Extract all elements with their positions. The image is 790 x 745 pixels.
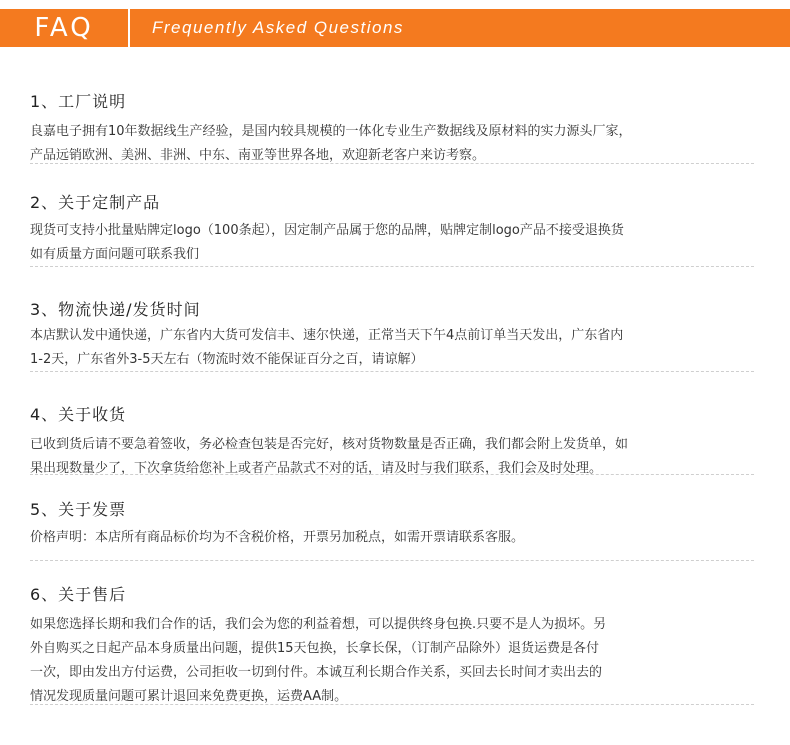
section-body <box>30 613 755 709</box>
body-line: 现货可支持小批量贴牌定logo（100条起），因定制产品属于您的品牌，贴牌定制logo产品不接受退换货 <box>30 223 624 238</box>
body-line: 本店默认发中通快递，广东省内大货可发信丰、速尔快递，正常当天下午4点前订单当天发出，广东省内 <box>30 328 624 343</box>
faq-section-customization <box>30 190 755 267</box>
faq-label: FAQ <box>34 13 94 43</box>
section-title: 1、工厂说明 <box>30 92 127 111</box>
body-line: 外自购买之日起产品本身质量出问题，提供15天包换，长拿长保，（订制产品除外）退货运费是各付 <box>30 641 600 656</box>
body-line: 已收到货后请不要急着签收，务必检查包装是否完好，核对货物数量是否正确，我们都会附上发货单，如 <box>30 437 629 452</box>
body-line: 如有质量方面问题可联系我们 <box>30 247 200 262</box>
section-body <box>30 324 755 372</box>
faq-subtitle: Frequently Asked Questions <box>152 18 404 37</box>
faq-section-invoice <box>30 497 755 550</box>
body-line: 良嘉电子拥有10年数据线生产经验，是国内较具规模的一体化专业生产数据线及原材料的实力源头厂家， <box>30 124 632 139</box>
body-line: 情况发现质量问题可累计退回来免费更换，运费AA制。 <box>30 689 348 704</box>
faq-section-shipping <box>30 297 755 372</box>
section-body <box>30 219 755 267</box>
section-title: 2、关于定制产品 <box>30 193 161 212</box>
body-line: 果出现数量少了，下次拿货给您补上或者产品款式不对的话，请及时与我们联系，我们会及时处理。 <box>30 461 603 476</box>
faq-header-banner <box>0 9 790 47</box>
section-title: 6、关于售后 <box>30 585 127 604</box>
dashed-divider <box>30 704 754 705</box>
section-title: 3、物流快递/发货时间 <box>30 300 201 319</box>
section-title: 5、关于发票 <box>30 500 127 519</box>
body-line: 价格声明：本店所有商品标价均为不含税价格，开票另加税点，如需开票请联系客服。 <box>30 530 525 545</box>
faq-section-receiving <box>30 402 755 481</box>
body-line: 一次，即由发出方付运费，公司拒收一切到付件。本诚互利长期合作关系，买回去长时间才卖出去的 <box>30 665 603 680</box>
dashed-divider <box>30 163 754 164</box>
section-body <box>30 526 755 550</box>
body-line: 1-2天，广东省外3-5天左右（物流时效不能保证百分之百，请谅解） <box>30 352 424 367</box>
header-divider <box>128 9 130 47</box>
faq-section-factory <box>30 89 755 168</box>
dashed-divider <box>30 474 754 475</box>
section-body <box>30 120 755 168</box>
dashed-divider <box>30 560 754 561</box>
section-title: 4、关于收货 <box>30 405 127 424</box>
dashed-divider <box>30 266 754 267</box>
body-line: 产品远销欧洲、美洲、非洲、中东、南亚等世界各地，欢迎新老客户来访考察。 <box>30 148 486 163</box>
dashed-divider <box>30 371 754 372</box>
body-line: 如果您选择长期和我们合作的话，我们会为您的利益着想，可以提供终身包换.只要不是人为损坏。另 <box>30 617 607 632</box>
faq-section-after-sales <box>30 582 755 709</box>
